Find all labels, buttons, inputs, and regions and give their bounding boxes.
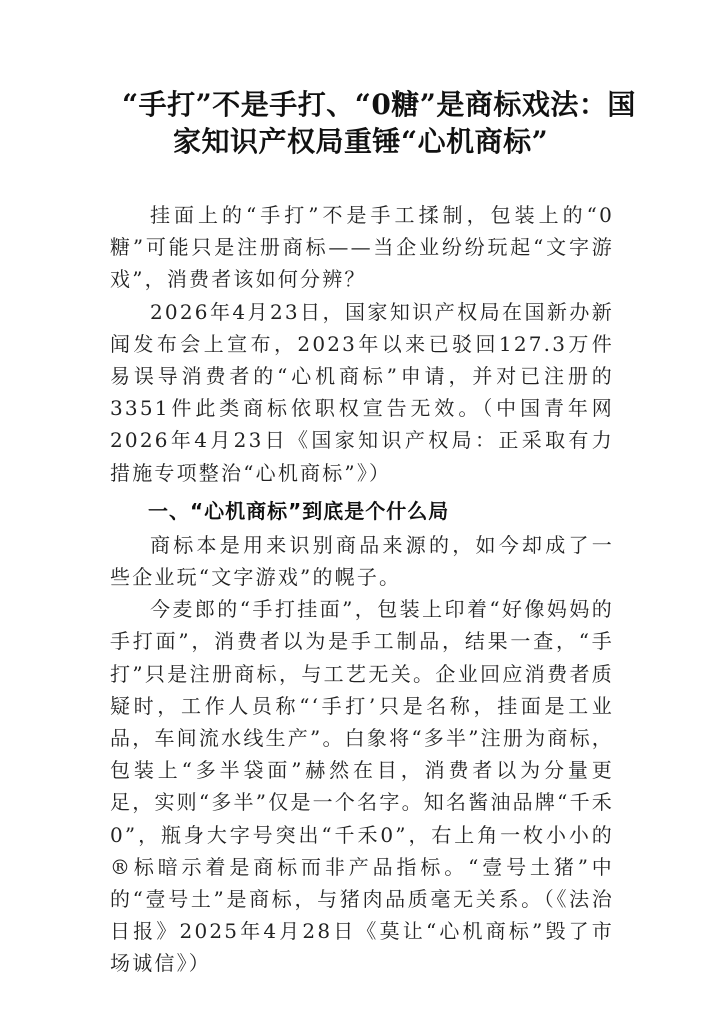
- article-body: [110, 199, 614, 980]
- title-line-2: 家知识产权局重锤“心机商标”: [173, 125, 549, 158]
- section-paragraph: 商标本是用来识别商品来源的，如今却成了一些企业玩“文字游戏”的幌子。: [110, 532, 614, 590]
- intro-paragraph: 挂面上的“手打”不是手工揉制，包装上的“0糖”可能只是注册商标——当企业纷纷玩起“文字游戏”，消费者该如何分辨？: [110, 203, 614, 292]
- news-paragraph: 2026年4月23日，国家知识产权局在国新办新闻发布会上宣布，2023年以来已驳回127.3万件易误导消费者的“心机商标”申请，并对已注册的3351件此类商标依职权宣告无效。（中国青年网2026年4月23日《国家知识产权局：正采取有力措施专项整治“心机商标”》）: [110, 299, 614, 485]
- section-heading: 一、“心机商标”到底是个什么局: [148, 498, 450, 523]
- article-title: [100, 86, 636, 160]
- section-paragraph: 今麦郎的“手打挂面”，包装上印着“好像妈妈的手打面”，消费者以为是手工制品，结果一查，“手打”只是注册商标，与工艺无关。企业回应消费者质疑时，工作人员称“‘手打’只是名称，挂面是工业品，车间流水线生产”。白象将“多半”注册为商标，包装上“多半袋面”赫然在目，消费者以为分量更足，实则“多半”仅是一个名字。知名酱油品牌“千禾0”，瓶身大字号突出“千禾0”，右上角一枚小小的®标暗示着是商标而非产品指标。“壹号土猪”中的“壹号土”是商标，与猪肉品质毫无关系。（《法治日报》2025年4月28日《莫让“心机商标”毁了市场诚信》）: [110, 597, 614, 976]
- title-line-1: “手打”不是手打、“0糖”是商标戏法：国: [122, 88, 636, 121]
